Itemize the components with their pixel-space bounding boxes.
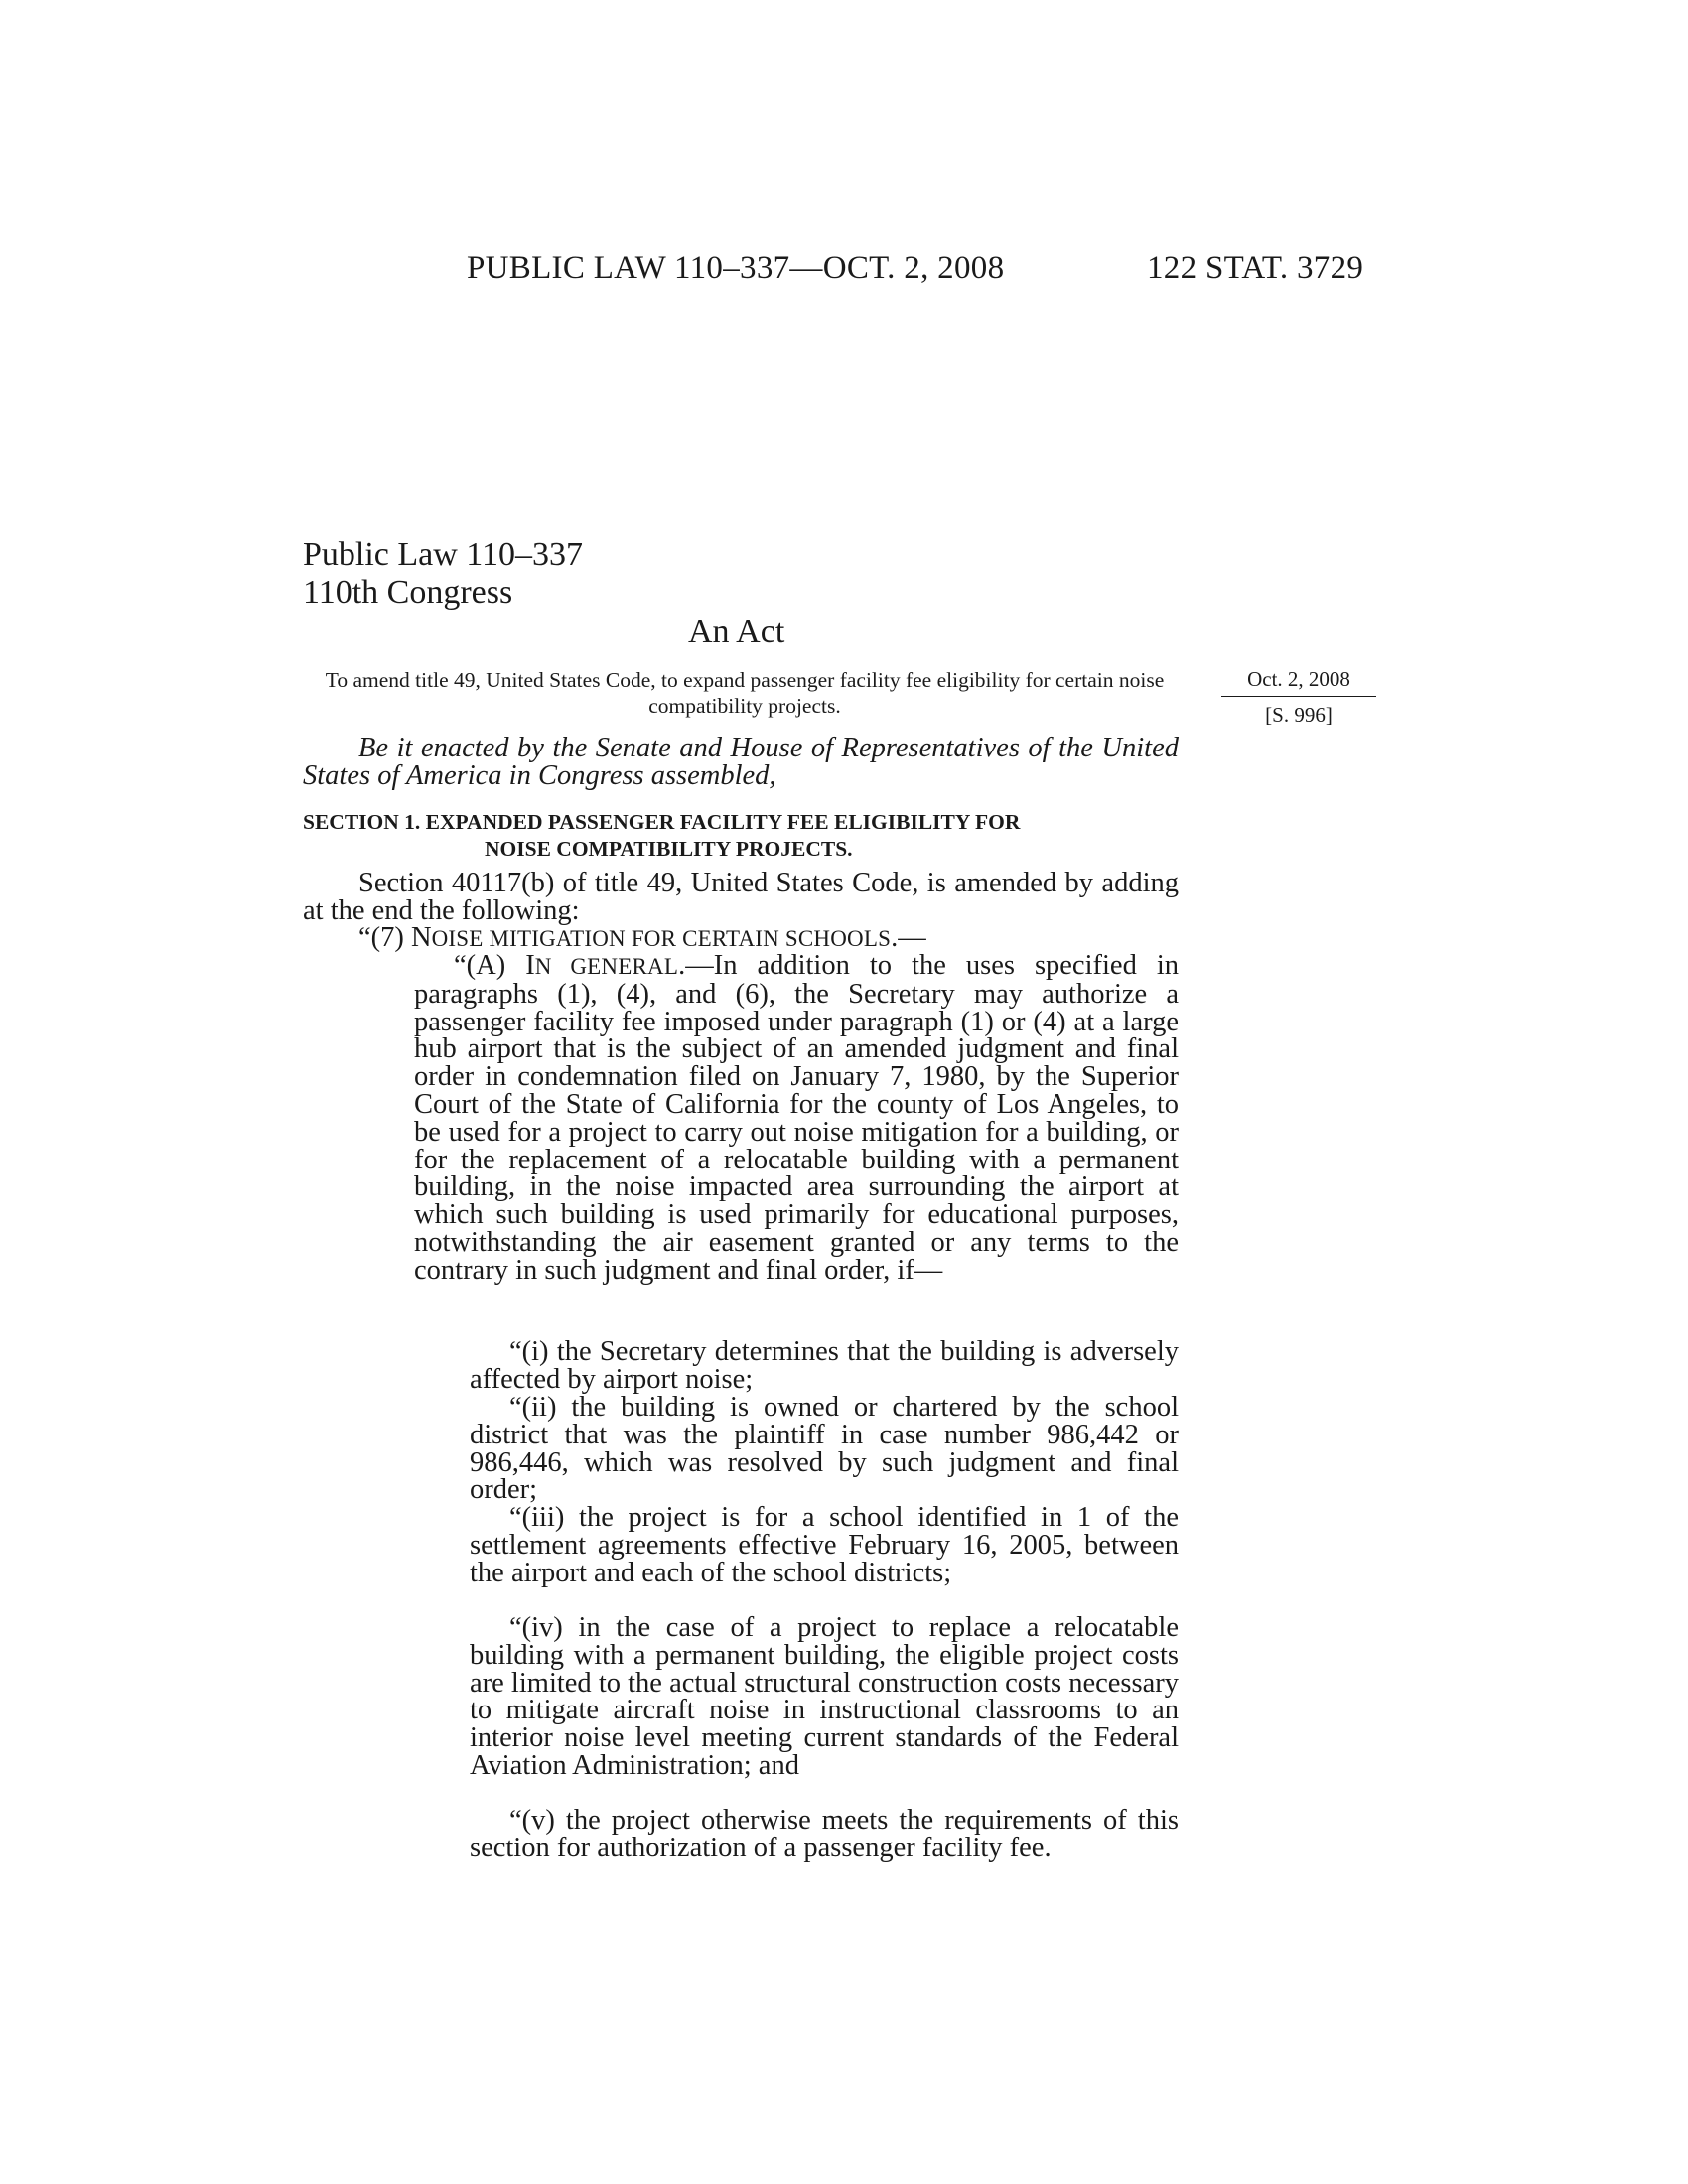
running-head: PUBLIC LAW 110–337—OCT. 2, 2008 (467, 250, 1005, 286)
public-law-number: Public Law 110–337 (303, 536, 584, 573)
paragraph-7-heading (358, 924, 926, 953)
subparagraph-a-smallcaps: N GENERAL (534, 954, 679, 979)
clause-iii: “(iii) the project is for a school identified in 1 of the settlement agreements effective February 16, 2005, between the airport and each of the school districts; (470, 1502, 1179, 1588)
subparagraph-a (414, 952, 1179, 1285)
section-heading (303, 809, 1179, 863)
enacting-clause: Be it enacted by the Senate and House of Representatives of the United States of America in Congress assembled, (303, 733, 1179, 791)
margin-note-divider (1221, 696, 1376, 697)
subparagraph-a-text: .—In addition to the uses specified in paragraphs (1), (4), and (6), the Secretary may authorize a passenger facility fee imposed under paragraph (1) or (4) at a large hub airport that is the subject of an amended judgment and final order in condemnation filed on January 7, 1980, by the Superior Court of the State of California for the county of Los Angeles, to be used for a project to carry out noise mitigation for a building, or for the replacement of a relocatable building with a permanent building, in the noise impacted area surrounding the airport at which such building is used primarily for educational purposes, notwithstanding the air easement granted or any terms to the contrary in such judgment and final order, if— (414, 950, 1179, 1286)
paragraph-7-smallcaps: OISE MITIGATION FOR CERTAIN SCHOOLS (431, 926, 892, 951)
margin-note-date: Oct. 2, 2008 (1247, 667, 1350, 691)
clause-iv: “(iv) in the case of a project to replace a relocatable building with a permanent building, the eligible project costs are limited to the actual structural construction costs necessary to mitigate aircraft noise in instructional classrooms to an interior noise level meeting current standards of the Federal Aviation Administration; and (470, 1612, 1179, 1781)
clause-v: “(v) the project otherwise meets the requirements of this section for authorization of a passenger facility fee. (470, 1805, 1179, 1863)
act-label: An Act (688, 614, 785, 650)
clause-ii: “(ii) the building is owned or chartered by the school district that was the plaintiff in case number 986,442 or 986,446, which was resolved by such judgment and final order; (470, 1392, 1179, 1506)
stat-citation: 122 STAT. 3729 (1147, 250, 1364, 286)
section-heading-line-2: NOISE COMPATIBILITY PROJECTS. (485, 837, 853, 861)
long-title: To amend title 49, United States Code, to expand passenger facility fee eligibility for certain noise compatibility projects. (325, 668, 1165, 718)
margin-note-bill-number: [S. 996] (1265, 703, 1333, 727)
section-intro-paragraph: Section 40117(b) of title 49, United States Code, is amended by adding at the end the following: (303, 868, 1179, 926)
paragraph-7-suffix: .— (891, 922, 926, 953)
congress-label: 110th Congress (303, 574, 513, 611)
section-heading-line-1: SECTION 1. EXPANDED PASSENGER FACILITY FEE ELIGIBILITY FOR (303, 810, 1021, 834)
clause-i: “(i) the Secretary determines that the building is adversely affected by airport noise; (470, 1336, 1179, 1395)
paragraph-7-prefix: “(7) N (358, 922, 432, 953)
subparagraph-a-prefix: “(A) I (454, 950, 535, 981)
